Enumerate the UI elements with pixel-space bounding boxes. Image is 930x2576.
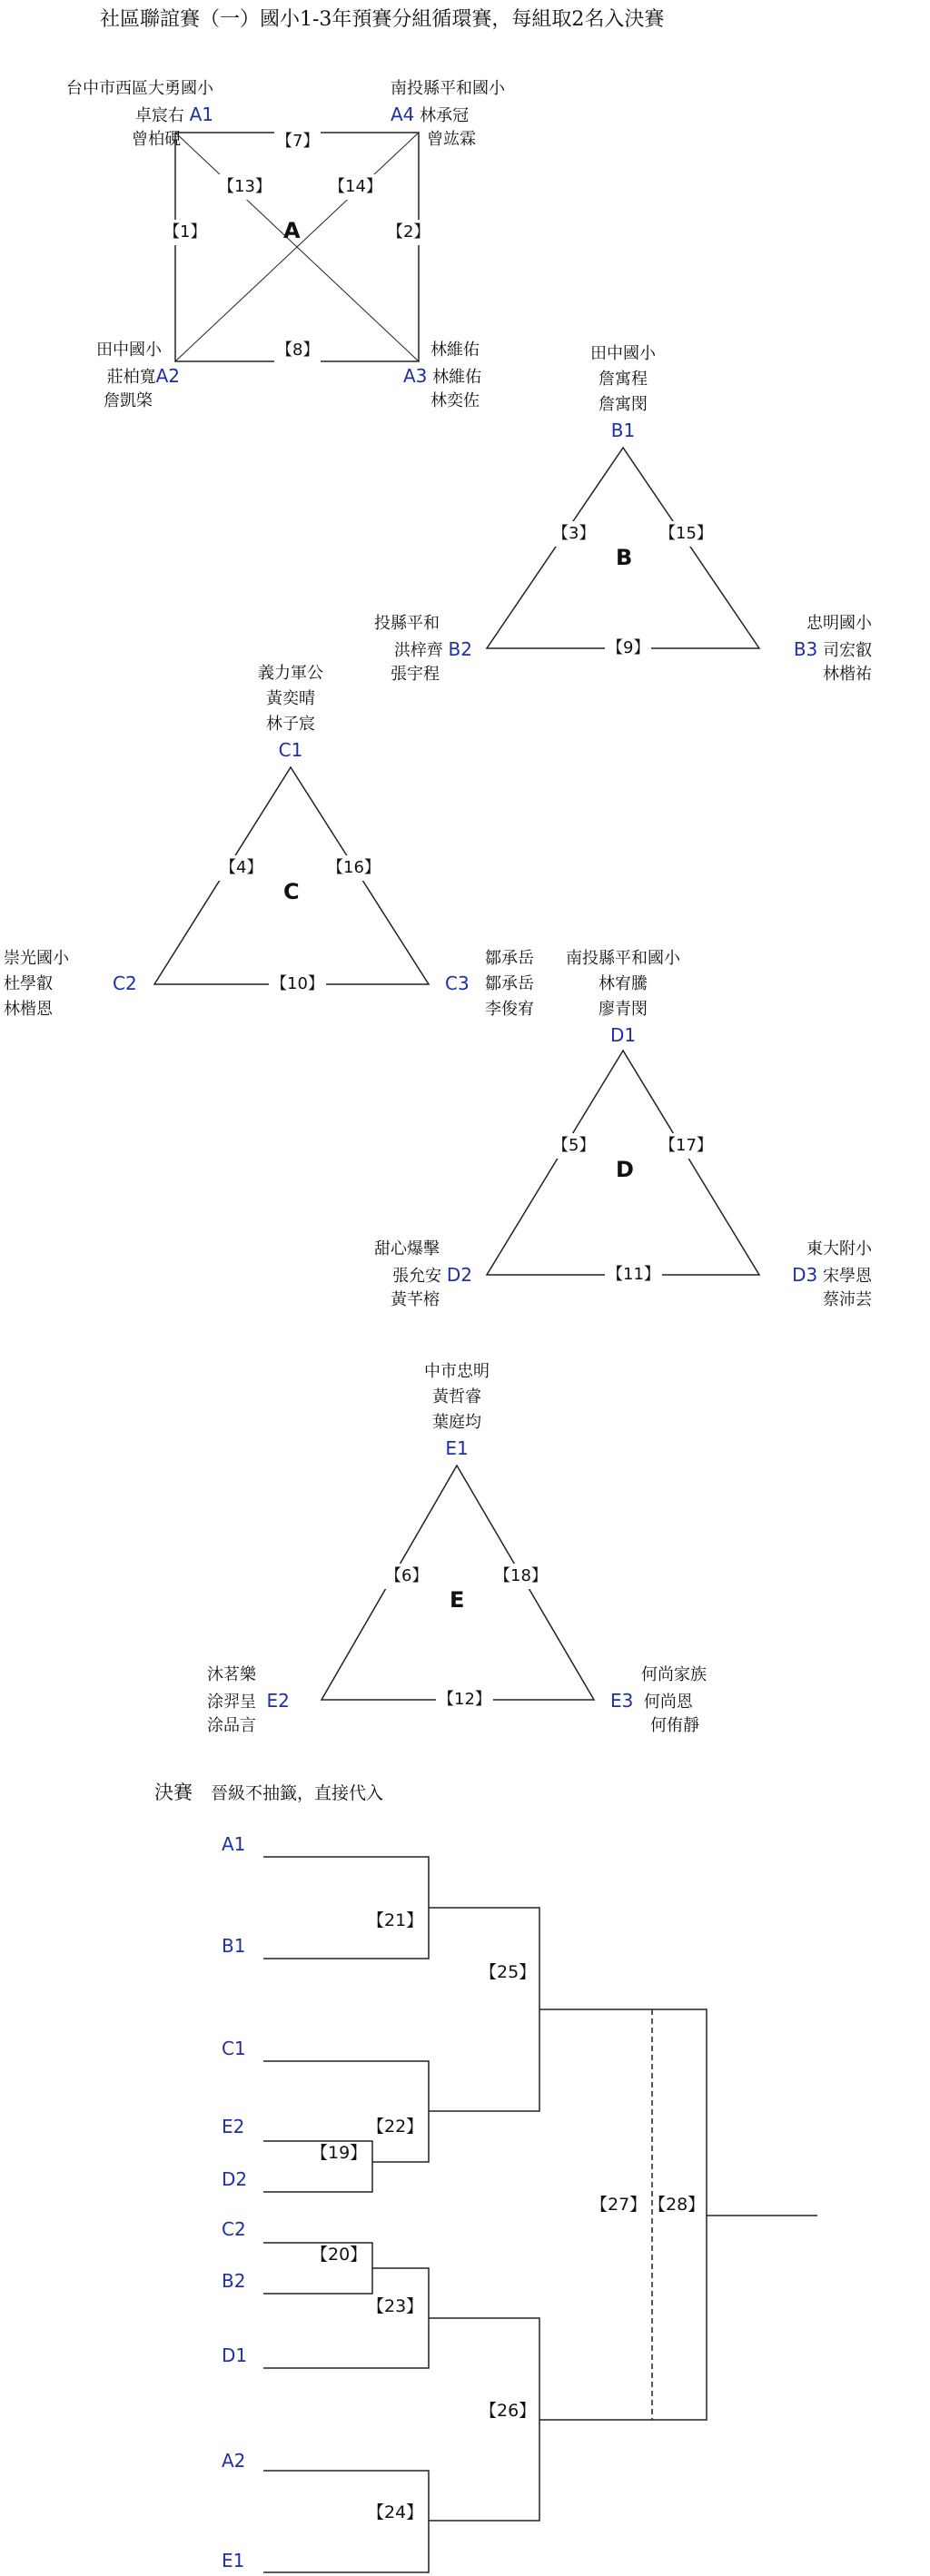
final-slot-c1: C1 xyxy=(222,2038,246,2059)
group-b-b2-entry xyxy=(345,611,472,687)
b2-school: 投縣平和 xyxy=(374,614,440,633)
match-24: 【24】 xyxy=(367,2502,424,2522)
e1-player-1: 黃哲睿 xyxy=(432,1387,481,1406)
c2-code: C2 xyxy=(113,972,137,994)
match-16: 【16】 xyxy=(325,855,382,881)
match-13: 【13】 xyxy=(216,174,273,200)
group-e-label: E xyxy=(450,1587,465,1613)
match-17: 【17】 xyxy=(658,1133,715,1159)
d2-code: D2 xyxy=(446,1264,472,1286)
match-26: 【26】 xyxy=(480,2401,537,2421)
page-title: 社區聯誼賽（一）國小1-3年預賽分組循環賽，每組取2名入決賽 xyxy=(100,8,665,31)
match-18: 【18】 xyxy=(492,1564,549,1589)
match-22: 【22】 xyxy=(367,2117,424,2137)
final-title: 決賽 xyxy=(154,1781,193,1803)
final-note: 晉級不抽籤，直接代入 xyxy=(211,1783,384,1803)
d2-player-2: 黃芊榕 xyxy=(391,1290,440,1309)
a1-player-2: 曾柏硯 xyxy=(132,130,181,149)
group-a-a2-entry xyxy=(27,338,180,414)
b3-school: 忠明國小 xyxy=(806,614,872,633)
d3-code: D3 xyxy=(792,1264,818,1286)
d3-player-1: 宋學恩 xyxy=(823,1267,872,1286)
group-a-a3-entry xyxy=(403,338,481,414)
a2-player-2: 詹凱棨 xyxy=(104,391,153,410)
a1-code: A1 xyxy=(189,104,213,125)
a4-player-1: 林承冠 xyxy=(420,106,470,125)
match-23: 【23】 xyxy=(367,2296,424,2316)
match-27: 【27】 xyxy=(590,2195,648,2215)
c3-code: C3 xyxy=(445,972,470,994)
a4-school: 南投縣平和國小 xyxy=(391,79,505,98)
b1-player-1: 詹寓程 xyxy=(599,370,648,389)
group-e-triangle xyxy=(322,1466,594,1700)
e1-school: 中市忠明 xyxy=(424,1362,490,1381)
group-e-e2-entry xyxy=(207,1663,290,1739)
group-b-b3-entry xyxy=(772,611,872,687)
final-slot-a2: A2 xyxy=(222,2450,246,2472)
b1-code: B1 xyxy=(610,419,636,441)
c1-school: 義力軍公 xyxy=(258,664,323,683)
match-2: 【2】 xyxy=(385,220,431,245)
d2-school: 甜心爆擊 xyxy=(374,1239,440,1258)
match-11: 【11】 xyxy=(605,1262,662,1288)
match-15: 【15】 xyxy=(658,521,715,547)
e3-school: 何尚家族 xyxy=(641,1665,707,1684)
group-b-label: B xyxy=(616,545,633,570)
match-4: 【4】 xyxy=(218,855,264,881)
c1-code: C1 xyxy=(278,739,303,761)
d3-school: 東大附小 xyxy=(806,1239,872,1258)
final-slot-b1: B1 xyxy=(222,1935,246,1957)
e1-code: E1 xyxy=(445,1437,469,1459)
final-slot-c2: C2 xyxy=(222,2218,246,2240)
d3-player-2: 蔡沛芸 xyxy=(823,1290,872,1309)
group-a-label: A xyxy=(283,218,301,243)
d1-code: D1 xyxy=(609,1024,637,1046)
e3-player-2: 何侑靜 xyxy=(650,1716,699,1735)
d2-player-1: 張允安 xyxy=(392,1267,442,1286)
a4-code: A4 xyxy=(391,104,415,125)
group-d-d1-entry xyxy=(550,946,696,1048)
e2-code: E2 xyxy=(266,1690,290,1712)
b2-player-2: 張宇程 xyxy=(391,665,440,684)
b3-code: B3 xyxy=(793,638,818,660)
group-a-a4-entry xyxy=(391,76,505,153)
a3-player-2: 林維佑 xyxy=(432,368,482,387)
group-c-c1-entry xyxy=(236,661,345,763)
e3-player-1: 何尚恩 xyxy=(643,1693,693,1712)
a2-player-1: 莊柏寬 xyxy=(106,368,156,387)
c2-player-1: 杜學叡 xyxy=(4,974,53,993)
c2-school: 崇光國小 xyxy=(4,949,69,968)
group-d-d3-entry xyxy=(772,1237,872,1313)
group-c-triangle xyxy=(154,767,429,984)
final-bracket xyxy=(263,1857,817,2572)
e3-code: E3 xyxy=(610,1690,634,1712)
group-c-c3-entry xyxy=(485,946,534,1022)
final-slot-d1: D1 xyxy=(222,2344,248,2366)
c3-player-2: 鄒承岳 xyxy=(485,974,534,993)
group-d-label: D xyxy=(616,1157,634,1182)
a3-player-1: 林維佑 xyxy=(430,341,480,360)
a3-player-3: 林奕佐 xyxy=(430,391,480,410)
e2-school: 沐茗樂 xyxy=(207,1665,256,1684)
a2-code: A2 xyxy=(155,365,180,387)
final-slot-a1: A1 xyxy=(222,1833,246,1855)
group-b-b1-entry xyxy=(569,341,678,443)
match-3: 【3】 xyxy=(550,521,597,547)
final-heading xyxy=(154,1778,383,1805)
match-21: 【21】 xyxy=(367,1910,424,1930)
b2-player-1: 洪梓齊 xyxy=(393,641,443,660)
c3-player-1: 鄒承岳 xyxy=(485,949,534,968)
match-7: 【7】 xyxy=(274,129,321,154)
match-10: 【10】 xyxy=(269,972,326,997)
match-6: 【6】 xyxy=(383,1564,430,1589)
group-c-c2-entry xyxy=(4,946,69,1022)
match-14: 【14】 xyxy=(327,174,384,200)
match-9: 【9】 xyxy=(605,636,651,661)
match-5: 【5】 xyxy=(550,1133,597,1159)
final-slot-e2: E2 xyxy=(222,2116,245,2137)
c1-player-2: 林子宸 xyxy=(266,715,315,734)
a4-player-2: 曾竑霖 xyxy=(427,130,476,149)
group-d-d2-entry xyxy=(345,1237,472,1313)
e2-player-1: 涂羿呈 xyxy=(207,1693,256,1712)
b2-code: B2 xyxy=(448,638,472,660)
c2-player-2: 林楷恩 xyxy=(4,1000,53,1019)
a2-school: 田中國小 xyxy=(96,341,162,360)
d1-school: 南投縣平和國小 xyxy=(566,949,680,968)
group-e-e3-entry xyxy=(610,1663,707,1739)
match-1: 【1】 xyxy=(162,220,208,245)
b3-player-2: 林楷祐 xyxy=(823,665,872,684)
match-20: 【20】 xyxy=(311,2245,368,2265)
group-a-a1-entry xyxy=(27,76,213,153)
match-28: 【28】 xyxy=(648,2195,706,2215)
b1-school: 田中國小 xyxy=(590,344,656,363)
a1-school: 台中市西區大勇國小 xyxy=(66,79,213,98)
match-8: 【8】 xyxy=(274,338,321,363)
e2-player-2: 涂品言 xyxy=(207,1716,256,1735)
group-c-label: C xyxy=(283,879,300,904)
final-slot-e1: E1 xyxy=(222,2550,245,2571)
c3-player-3: 李俊宥 xyxy=(485,1000,534,1019)
c1-player-1: 黃奕晴 xyxy=(266,689,315,708)
final-slot-b2: B2 xyxy=(222,2270,246,2292)
match-19: 【19】 xyxy=(311,2143,368,2163)
e1-player-2: 葉庭均 xyxy=(432,1413,481,1432)
a1-player-1: 卓宸右 xyxy=(134,106,184,125)
d1-player-1: 林宥騰 xyxy=(599,974,648,993)
final-slot-d2: D2 xyxy=(222,2168,248,2190)
match-12: 【12】 xyxy=(436,1687,493,1712)
group-e-e1-entry xyxy=(402,1359,511,1461)
a3-code: A3 xyxy=(403,365,428,387)
b1-player-2: 詹寓閔 xyxy=(599,395,648,414)
d1-player-2: 廖青閔 xyxy=(599,1000,648,1019)
b3-player-1: 司宏叡 xyxy=(823,641,872,660)
match-25: 【25】 xyxy=(480,1962,537,1982)
